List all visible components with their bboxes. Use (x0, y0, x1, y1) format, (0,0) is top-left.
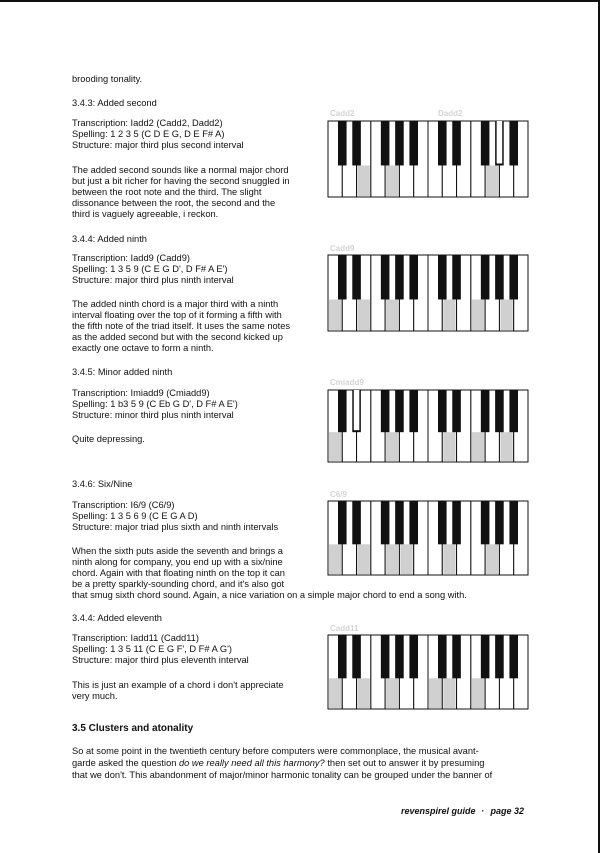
highlighted-note (358, 544, 370, 574)
highlighted-note (329, 544, 341, 574)
highlighted-note (443, 432, 455, 461)
body-line: Quite depressing. (72, 434, 145, 444)
highlighted-note (500, 299, 512, 330)
body-line: the fifth note of the triad itself. It uses the same notes (72, 321, 291, 331)
black-key (438, 501, 447, 544)
black-key (409, 635, 418, 678)
highlighted-note (329, 432, 341, 461)
black-key (409, 121, 418, 165)
transcription-line: Transcription: Iadd9 (Cadd9) (72, 253, 190, 263)
keyboard-diagram-minor-added-ninth (327, 389, 529, 463)
black-key (452, 501, 461, 544)
black-key (509, 501, 518, 544)
spelling-line: Spelling: 1 3 5 9 (C E G D', D F# A E') (72, 264, 228, 274)
black-key (395, 501, 404, 544)
black-key (438, 255, 447, 299)
highlighted-note (358, 299, 370, 330)
black-key (495, 255, 504, 299)
body-line: that smug sixth chord sound. Again, a nice variation on a simple major chord to end a song with. (72, 590, 467, 600)
structure-line: Structure: major triad plus sixth and ninth intervals (72, 522, 279, 532)
black-key (481, 635, 490, 678)
keyboard-diagram-six-nine (327, 500, 529, 576)
transcription-line: Transcription: Iadd11 (Cadd11) (72, 633, 199, 643)
highlighted-note (443, 544, 455, 574)
black-key (495, 635, 504, 678)
structure-line: Structure: minor third plus ninth interval (72, 410, 234, 420)
page-footer (401, 806, 524, 816)
section-heading: 3.4.4: Added eleventh (72, 613, 162, 623)
highlighted-note (386, 165, 398, 196)
body-line: be a pretty sparkly-sounding chord, and it's also got (72, 579, 285, 589)
section-heading: 3.4.4: Added ninth (72, 234, 147, 244)
black-key (509, 255, 518, 299)
black-key (352, 635, 361, 678)
highlighted-note (386, 544, 398, 574)
black-key (452, 255, 461, 299)
spelling-line: Spelling: 1 3 5 11 (C E G F', D F# A G') (72, 644, 232, 654)
transcription-line: Transcription: Imiadd9 (Cmiadd9) (72, 388, 210, 398)
body-line: The added second sounds like a normal major chord (72, 165, 289, 175)
transcription-line: Transcription: Iadd2 (Cadd2, Dadd2) (72, 118, 223, 128)
highlighted-note (386, 678, 398, 708)
highlighted-note (443, 678, 455, 708)
highlighted-note (354, 390, 360, 430)
guide-name: revenspirel guide (400, 806, 476, 816)
black-key (452, 635, 461, 678)
black-key (395, 635, 404, 678)
highlighted-note (486, 165, 498, 196)
top-border (0, 0, 600, 2)
body-line: ninth along for company, you end up with a six/nine (72, 557, 283, 567)
body-line: This is just an example of a chord i don't appreciate (72, 680, 284, 690)
black-key (381, 390, 390, 432)
highlighted-note (500, 432, 512, 461)
section-heading: 3.4.3: Added second (72, 98, 157, 108)
clusters-text: garde asked the question (72, 758, 179, 768)
footer-separator: · (481, 806, 485, 816)
black-key (452, 121, 461, 165)
black-key (509, 635, 518, 678)
black-key (481, 501, 490, 544)
body-line: chord. Again with that floating ninth on the top it can (72, 568, 285, 578)
highlighted-note (443, 299, 455, 330)
black-key (409, 390, 418, 432)
body-line: very much. (72, 691, 118, 701)
black-key (438, 121, 447, 165)
black-key (338, 255, 347, 299)
black-key (409, 255, 418, 299)
chord-caption: Cadd11 (330, 624, 359, 633)
black-key (495, 501, 504, 544)
spelling-line: Spelling: 1 3 5 6 9 (C E G A D) (72, 511, 198, 521)
highlighted-note (329, 678, 341, 708)
black-key (481, 390, 490, 432)
body-line: between the root note and the third. The slight (72, 187, 262, 197)
clusters-heading: 3.5 Clusters and atonality (72, 723, 194, 734)
clusters-emphasis: do we really need all this harmony? (179, 758, 325, 768)
structure-line: Structure: major third plus ninth interval (72, 275, 234, 285)
highlighted-note (472, 678, 484, 708)
keyboard-diagram-added-ninth (327, 254, 529, 332)
black-key (481, 255, 490, 299)
black-key (352, 501, 361, 544)
body-line: dissonance between the root, the second and the (72, 198, 276, 208)
body-line: interval floating over the top of it forming a fifth with (72, 310, 282, 320)
black-key (381, 255, 390, 299)
chord-caption: Dadd2 (438, 109, 463, 118)
highlighted-note (386, 432, 398, 461)
chord-caption: C6/9 (330, 490, 347, 499)
black-key (509, 390, 518, 432)
page-number: page 32 (490, 806, 524, 816)
highlighted-note (386, 299, 398, 330)
black-key (481, 121, 490, 165)
highlighted-note (472, 432, 484, 461)
black-key (381, 501, 390, 544)
black-key (381, 635, 390, 678)
highlighted-note (358, 678, 370, 708)
highlighted-note (472, 299, 484, 330)
clusters-line: that we don't. This abandonment of major/minor harmonic tonality can be grouped under the banner of (72, 770, 493, 780)
spelling-line: Spelling: 1 2 3 5 (C D E G, D E F# A) (72, 129, 225, 139)
highlighted-note (429, 678, 441, 708)
keyboard-diagram-added-eleventh (327, 634, 529, 710)
black-key (338, 121, 347, 165)
black-key (352, 255, 361, 299)
black-key (509, 121, 518, 165)
chord-caption: Cadd9 (330, 244, 355, 253)
clusters-text: then set out to answer it by presuming (324, 758, 485, 768)
black-key (338, 635, 347, 678)
intro-line: brooding tonality. (72, 74, 143, 84)
chord-caption: Cadd2 (330, 109, 355, 118)
structure-line: Structure: major third plus eleventh interval (72, 655, 249, 665)
highlighted-note (400, 544, 412, 574)
highlighted-note (329, 299, 341, 330)
black-key (438, 390, 447, 432)
black-key (395, 121, 404, 165)
keyboard-diagram-added-second (327, 120, 529, 198)
body-line: but just a bit richer for having the second snuggled in (72, 176, 290, 186)
black-key (438, 635, 447, 678)
body-line: as the added second but with the second kicked up (72, 332, 283, 342)
black-key (409, 501, 418, 544)
body-line: third is vaguely agreeable, i reckon. (72, 209, 219, 219)
highlighted-note (486, 544, 498, 574)
chord-caption: Cmiadd9 (330, 378, 364, 387)
section-heading: 3.4.6: Six/Nine (72, 479, 133, 489)
black-key (395, 390, 404, 432)
black-key (495, 390, 504, 432)
black-key (338, 390, 347, 432)
body-line: exactly one octave to form a ninth. (72, 343, 214, 353)
body-line: The added ninth chord is a major third with a ninth (72, 299, 279, 309)
clusters-line (72, 758, 484, 769)
spelling-line: Spelling: 1 b3 5 9 (C Eb G D', D F# A E') (72, 399, 238, 409)
highlighted-note (358, 165, 370, 196)
transcription-line: Transcription: I6/9 (C6/9) (72, 500, 175, 510)
black-key (395, 255, 404, 299)
highlighted-note (497, 121, 503, 163)
black-key (452, 390, 461, 432)
black-key (381, 121, 390, 165)
structure-line: Structure: major third plus second interval (72, 140, 244, 150)
body-line: When the sixth puts aside the seventh and brings a (72, 546, 283, 556)
black-key (352, 121, 361, 165)
section-heading: 3.4.5: Minor added ninth (72, 367, 173, 377)
clusters-line: So at some point in the twentieth century before computers were commonplace, the musical avant- (72, 746, 479, 756)
black-key (338, 501, 347, 544)
